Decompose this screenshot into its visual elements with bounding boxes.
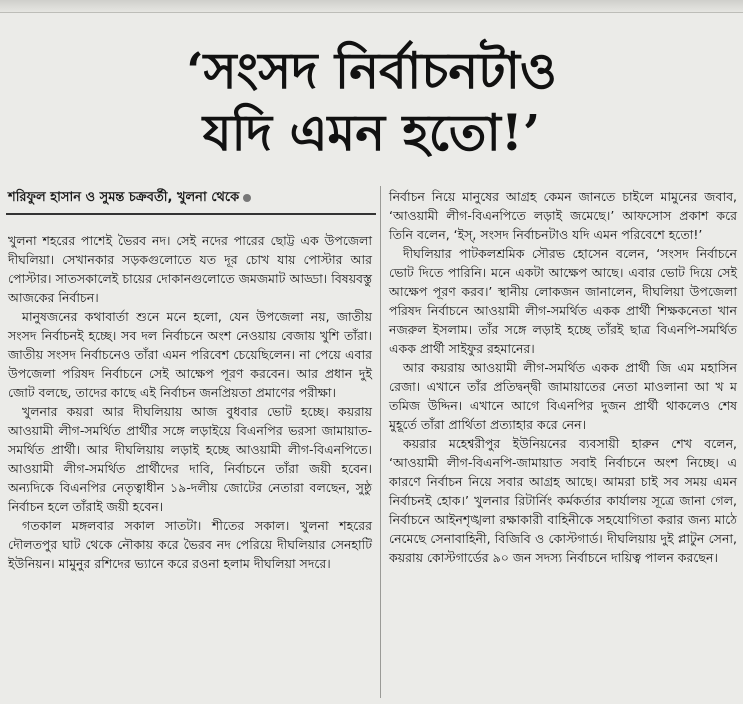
column-divider — [380, 186, 381, 698]
paragraph: আর কয়রায় আওয়ামী লীগ-সমর্থিত একক প্রার্থী জি এম মহাসিন রেজা। এখানে তাঁর প্রতিদ্বন্দ্বী জামায়াতের নেতা মাওলানা আ খ ম তমিজ উদ্দিন। এখানে আগে বিএনপির দুজন প্রার্থী থাকলেও শেষ মুহূর্তে তাঁরা প্রার্থিতা প্রত্যাহার করে নেন। — [389, 360, 737, 432]
byline-text: শরিফুল হাসান ও সুমন্ত চক্রবর্তী, খুলনা থেকে — [8, 190, 240, 205]
headline-line-1: ‘সংসদ নির্বাচনটাও — [186, 41, 557, 100]
paragraph: খুলনার কয়রা আর দীঘলিয়ায় আজ বুধবার ভোট হচ্ছে। কয়রায় আওয়ামী লীগ-সমর্থিত প্রার্থীর সঙ্গে লড়াইয়ে বিএনপির ভরসা জামায়াত-সমর্থিত প্রার্থী। আর দীঘলিয়ায় লড়াই হচ্ছে আওয়ামী লীগ-বিএনপিতে। আওয়ামী লীগ-সমর্থিত প্রার্থীদের দাবি, নির্বাচনে তাঁরা জয়ী হবেন। অন্যদিকে বিএনপির নেতৃত্বাধীন ১৯-দলীয় জোটের নেতারা বলছেন, সুষ্ঠু নির্বাচন হলে তাঁরাই জয়ী হবেন। — [8, 404, 372, 514]
bullet-icon — [243, 194, 251, 202]
paragraph: কয়রার মহেশ্বরীপুর ইউনিয়নের ব্যবসায়ী হারুন শেখ বলেন, ‘আওয়ামী লীগ-বিএনপি-জামায়াত সবাই নির্বাচনে অংশ নিচ্ছে। এ কারণে নির্বাচন নিয়ে সবার আগ্রহ আছে। আমরা চাই সব সময় এমন নির্বাচনই হোক।’ খুলনার রিটার্নিং কর্মকর্তার কার্যালয় সূত্রে জানা গেল, নির্বাচনে আইনশৃঙ্খলা রক্ষাকারী বাহিনীকে সহযোগিতা করার জন্য মাঠে নেমেছে সেনাবাহিনী, বিজিবি ও কোস্টগার্ড। দীঘলিয়ায় দুই প্লাটুন সেনা, কয়রায় কোস্টগার্ডের ৯০ জন সদস্য নির্বাচনে দায়িত্ব পালন করছেন। — [389, 436, 737, 565]
paragraph: নির্বাচন নিয়ে মানুষের আগ্রহ কেমন জানতে চাইলে মামুনের জবাব, ‘আওয়ামী লীগ-বিএনপিতে লড়াই জমেছে।’ আফসোস প্রকাশ করে তিনি বলেন, ‘ইস্, সংসদ নির্বাচনটাও যদি এমন পরিবেশে হতো!’ — [389, 189, 737, 242]
paragraph: দীঘলিয়ার পাটকলশ্রমিক সৌরভ হোসেন বলেন, ‘সংসদ নির্বাচনে ভোট দিতে পারিনি। মনে একটা আক্ষেপ আছে। এবার ভোট দিয়ে সেই আক্ষেপ পূরণ করব।’ স্থানীয় লোকজন জানালেন, দীঘলিয়া উপজেলা পরিষদ নির্বাচনে আওয়ামী লীগ-সমর্থিত একক প্রার্থী শিক্ষকনেতা খান নজরুল ইসলাম। তাঁর সঙ্গে লড়াই হচ্ছে তাঁরই ছাত্র বিএনপি-সমর্থিত একক প্রার্থী সাইফুর রহমানের। — [389, 246, 737, 356]
byline-rule — [6, 213, 376, 215]
previous-article-edge — [0, 0, 743, 13]
left-column — [8, 231, 372, 573]
paragraph: মানুষজনের কথাবার্তা শুনে মনে হলো, যেন উপজেলা নয়, জাতীয় সংসদ নির্বাচনই হচ্ছে। সব দল নির্বাচনে অংশ নেওয়ায় বেজায় খুশি তাঁরা। জাতীয় সংসদ নির্বাচনেও তাঁরা এমন পরিবেশ চেয়েছিলেন। না পেয়ে এবার উপজেলা পরিষদ নির্বাচনে সেই আক্ষেপ পূরণ করবেন। আর প্রধান দুই জোট বলছে, তাদের কাছে এই নির্বাচন জনপ্রিয়তা প্রমাণের পরীক্ষা। — [8, 309, 372, 400]
headline-line-2: যদি এমন হতো!’ — [202, 103, 541, 162]
byline — [8, 189, 373, 207]
paragraph: গতকাল মঙ্গলবার সকাল সাতটা। শীতের সকাল। খুলনা শহরের দৌলতপুর ঘাট থেকে নৌকায় করে ভৈরব নদ পেরিয়ে দীঘলিয়ার সেনহাটি ইউনিয়ন। মামুনুর রশিদের ভ্যানে করে রওনা হলাম দীঘলিয়া সদরে। — [8, 518, 372, 571]
paragraph: খুলনা শহরের পাশেই ভৈরব নদ। সেই নদের পারের ছোট্ট এক উপজেলা দীঘলিয়া। সেখানকার সড়কগুলোতে যত দূর চোখ যায় পোস্টার আর পোস্টার। সাতসকালেই চায়ের দোকানগুলোতে জমজমাট আড্ডা। বিষয়বস্তু আজকের নির্বাচন। — [8, 233, 372, 305]
right-column — [389, 187, 737, 567]
headline — [60, 40, 683, 164]
